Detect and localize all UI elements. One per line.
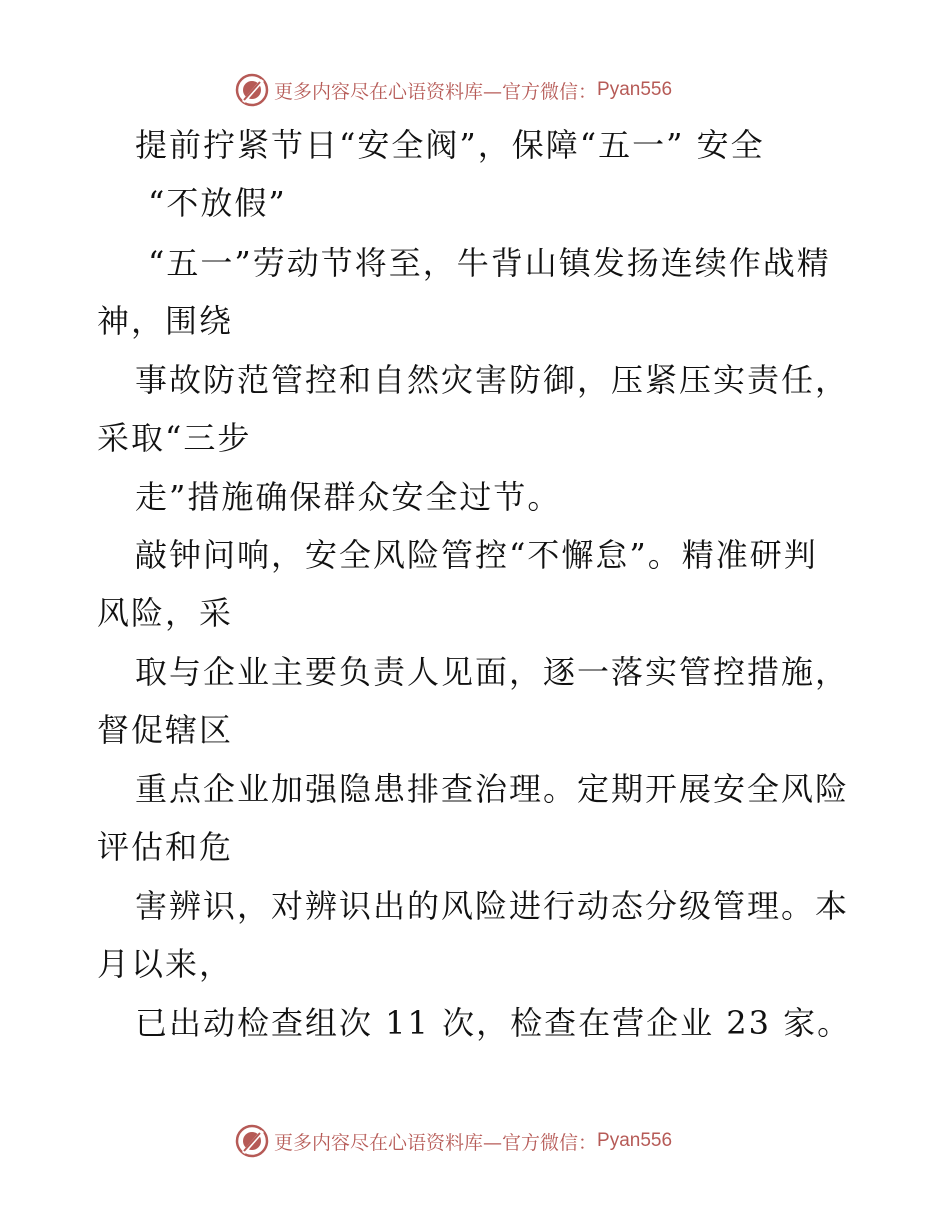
watermark-text: 更多内容尽在心语资料库—官方微信： [274, 1131, 598, 1154]
paragraph-line: 采取“三步 [97, 419, 252, 457]
paragraph-line: 事故防范管控和自然灾害防御，压紧压实责任， [135, 361, 850, 399]
paragraph-line: 神，围绕 [97, 302, 234, 340]
paragraph-line: 风险，采 [97, 594, 234, 632]
paragraph-line: 敲钟问响，安全风险管控“不懈怠”。精准研判 [135, 536, 818, 574]
paragraph-line: 月以来， [97, 945, 234, 983]
paragraph-line: 害辨识，对辨识出的风险进行动态分级管理。本 [135, 887, 850, 925]
watermark-wechat-id: Pyan556 [597, 79, 673, 100]
watermark-text: 更多内容尽在心语资料库—官方微信： [274, 80, 598, 103]
title-line-2: “不放假” [148, 184, 287, 222]
paragraph-line: 取与企业主要负责人见面，逐一落实管控措施， [135, 653, 850, 691]
paragraph-line: 督促辖区 [97, 711, 234, 749]
footer-watermark [234, 1123, 672, 1159]
title-line-1: 提前拧紧节日“安全阀”，保障“五一” 安全 [135, 126, 765, 164]
watermark-wechat-id: Pyan556 [597, 1130, 673, 1151]
paragraph-line: “五一”劳动节将至，牛背山镇发扬连续作战精 [148, 244, 831, 282]
paragraph-line: 已出动检查组次 11 次，检查在营企业 23 家。 [135, 1004, 852, 1042]
paragraph-line: 重点企业加强隐患排查治理。定期开展安全风险 [135, 770, 850, 808]
pen-logo-icon [234, 1123, 270, 1159]
paragraph-line: 评估和危 [97, 828, 234, 866]
paragraph-line: 走”措施确保群众安全过节。 [135, 478, 562, 516]
